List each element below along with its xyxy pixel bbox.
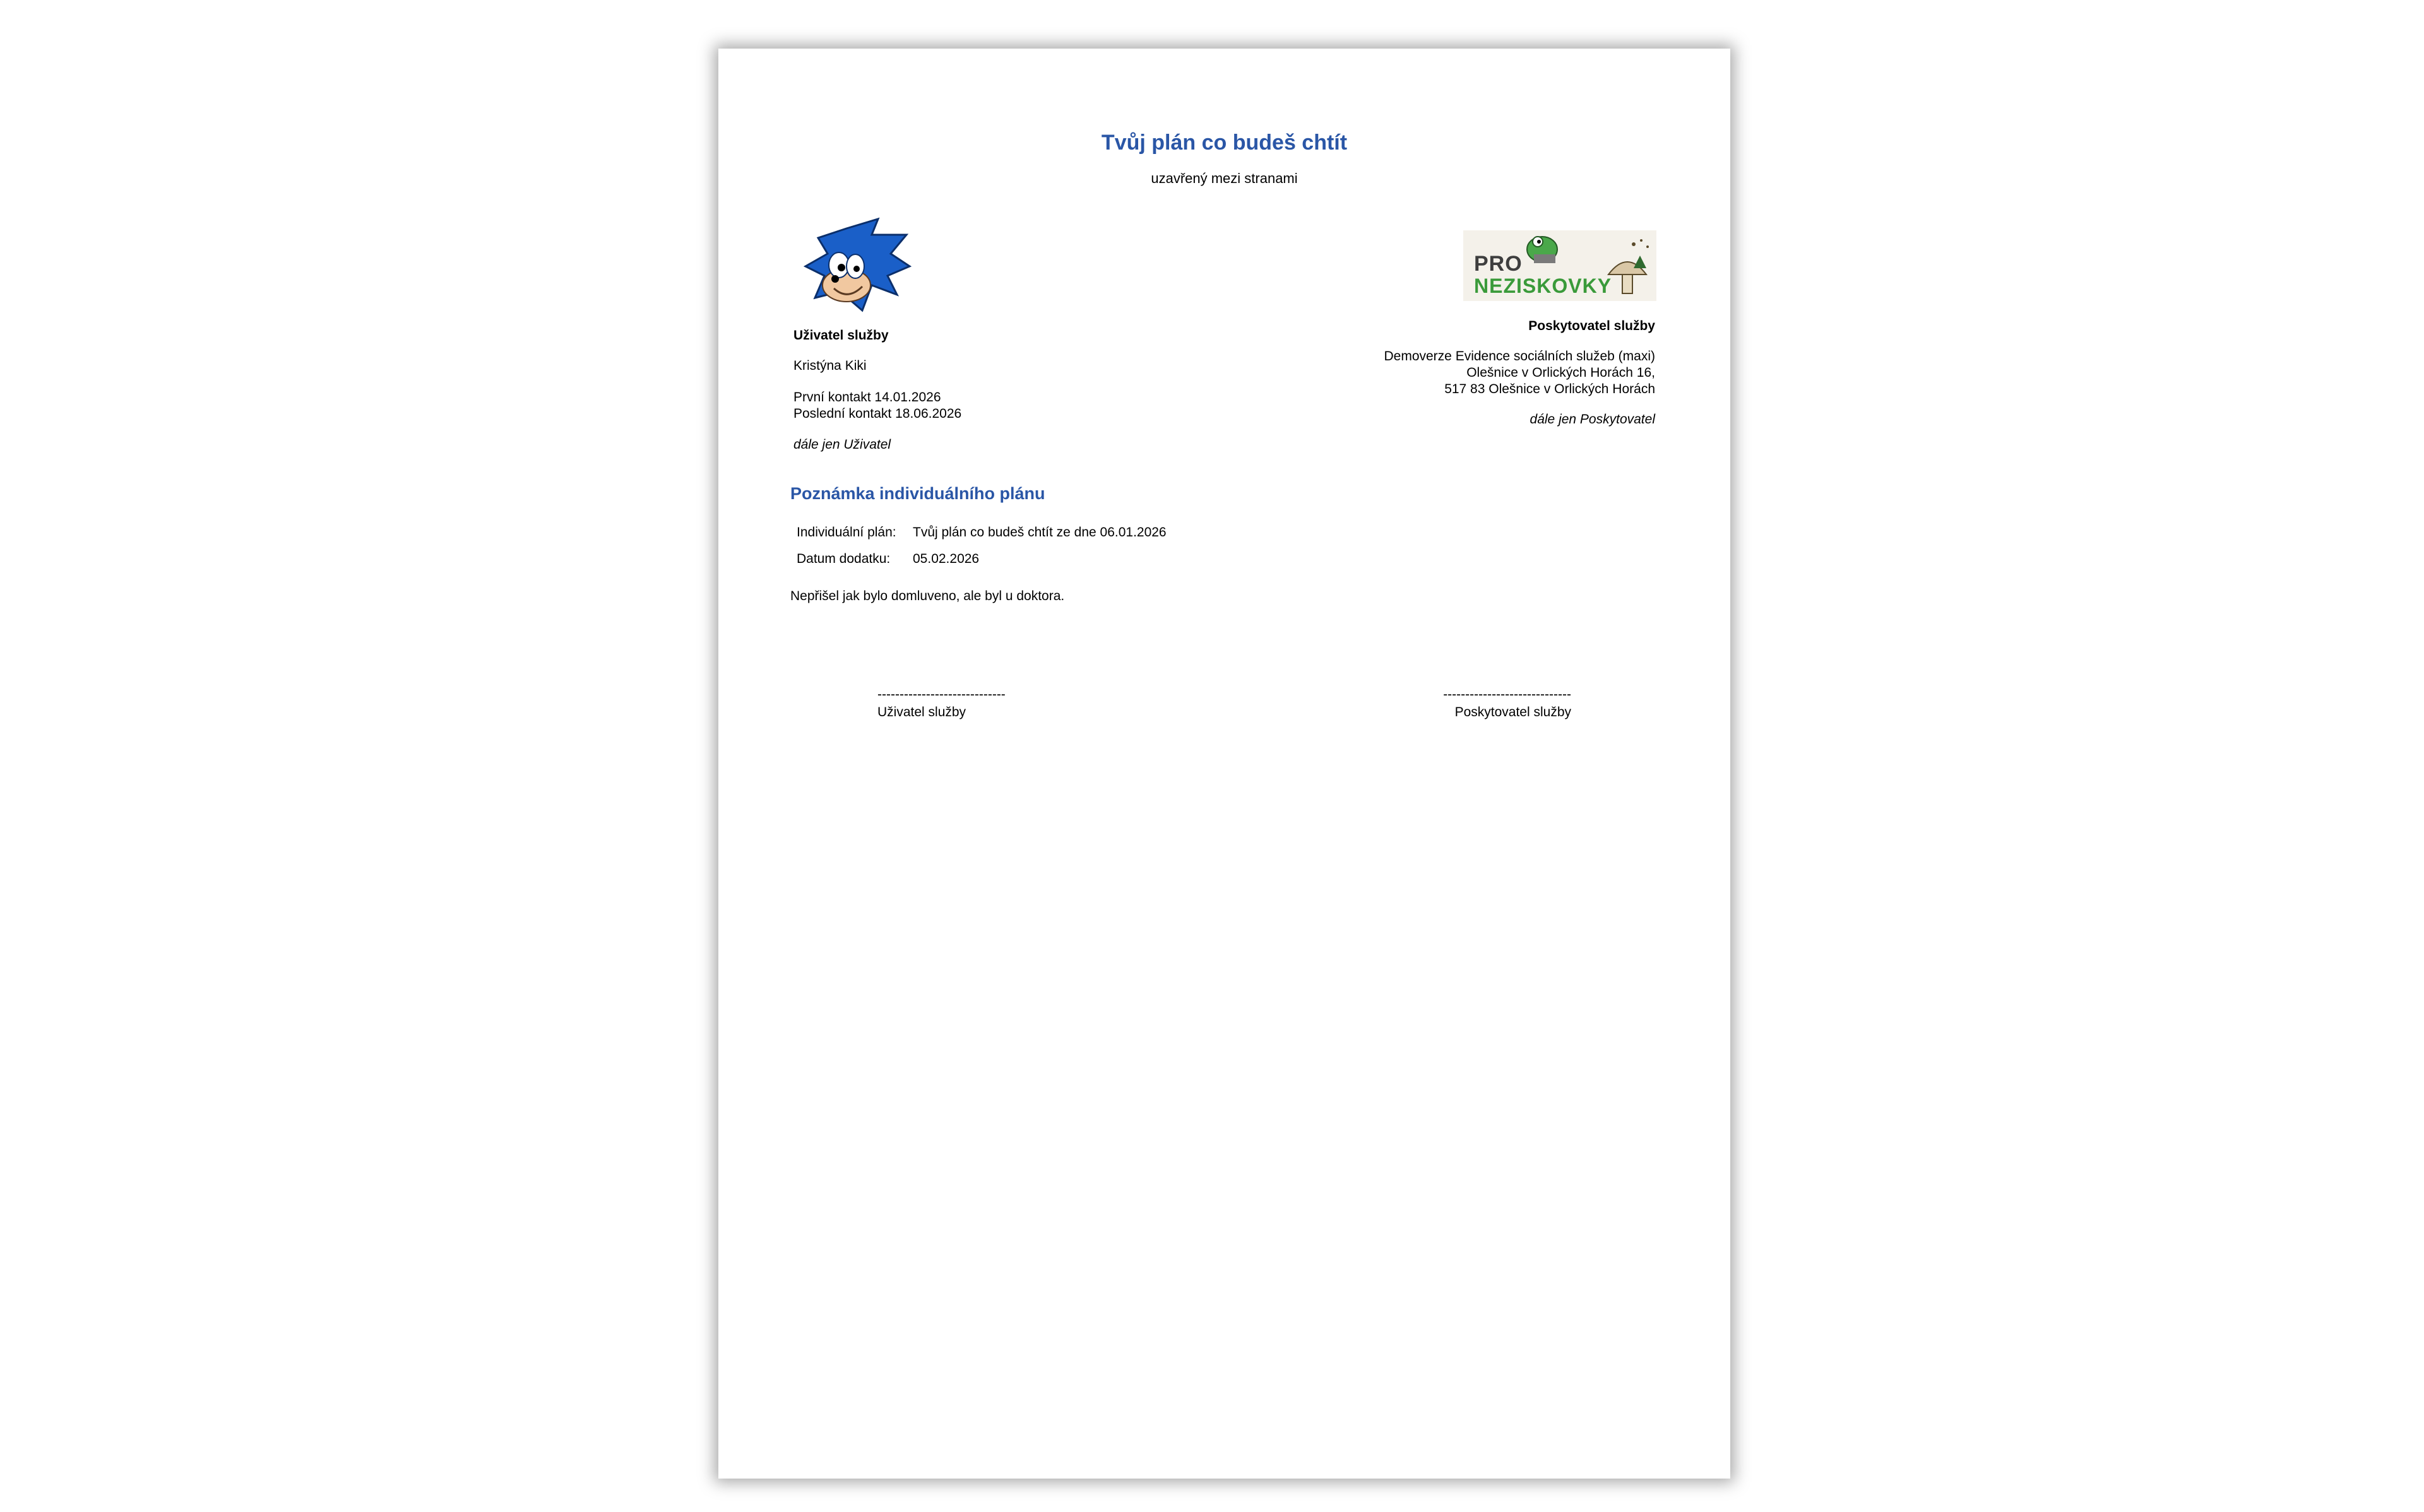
plan-value: Tvůj plán co budeš chtít ze dne 06.01.2026 xyxy=(913,525,1167,540)
pro-neziskovky-logo xyxy=(1463,230,1656,301)
signature-line: ----------------------------- xyxy=(1443,687,1571,702)
client-last-contact: Poslední kontakt 18.06.2026 xyxy=(793,406,962,421)
logo-text-neziskovky: NEZISKOVKY xyxy=(1474,275,1612,297)
provider-signature xyxy=(1443,686,1571,721)
logo-text-pro: PRO xyxy=(1474,252,1523,276)
document-page xyxy=(718,49,1730,1479)
sonic-logo xyxy=(802,216,913,314)
provider-hereinafter: dále jen Poskytovatel xyxy=(1530,412,1655,427)
document-title: Tvůj plán co budeš chtít xyxy=(1101,131,1348,155)
client-first-contact: První kontakt 14.01.2026 xyxy=(793,390,941,405)
provider-heading: Poskytovatel služby xyxy=(1528,319,1655,333)
client-hereinafter: dále jen Uživatel xyxy=(793,437,891,452)
signature-line: ----------------------------- xyxy=(877,687,1006,702)
addendum-date-label: Datum dodatku: xyxy=(797,552,891,566)
provider-address-line2: 517 83 Olešnice v Orlických Horách xyxy=(1444,382,1655,396)
note-section-heading: Poznámka individuálního plánu xyxy=(790,484,1045,503)
signature-label: Uživatel služby xyxy=(877,705,966,719)
addendum-date-value: 05.02.2026 xyxy=(913,552,980,566)
provider-address-line1: Olešnice v Orlických Horách 16, xyxy=(1466,365,1655,380)
client-name: Kristýna Kiki xyxy=(793,358,867,373)
client-heading: Uživatel služby xyxy=(793,328,889,343)
client-signature xyxy=(877,686,1006,721)
document-subtitle: uzavřený mezi stranami xyxy=(1151,170,1298,186)
provider-name: Demoverze Evidence sociálních služeb (maxi) xyxy=(1384,349,1655,363)
signature-label: Poskytovatel služby xyxy=(1454,705,1571,719)
plan-label: Individuální plán: xyxy=(797,525,896,540)
note-text: Nepřišel jak bylo domluveno, ale byl u doktora. xyxy=(790,589,1065,603)
